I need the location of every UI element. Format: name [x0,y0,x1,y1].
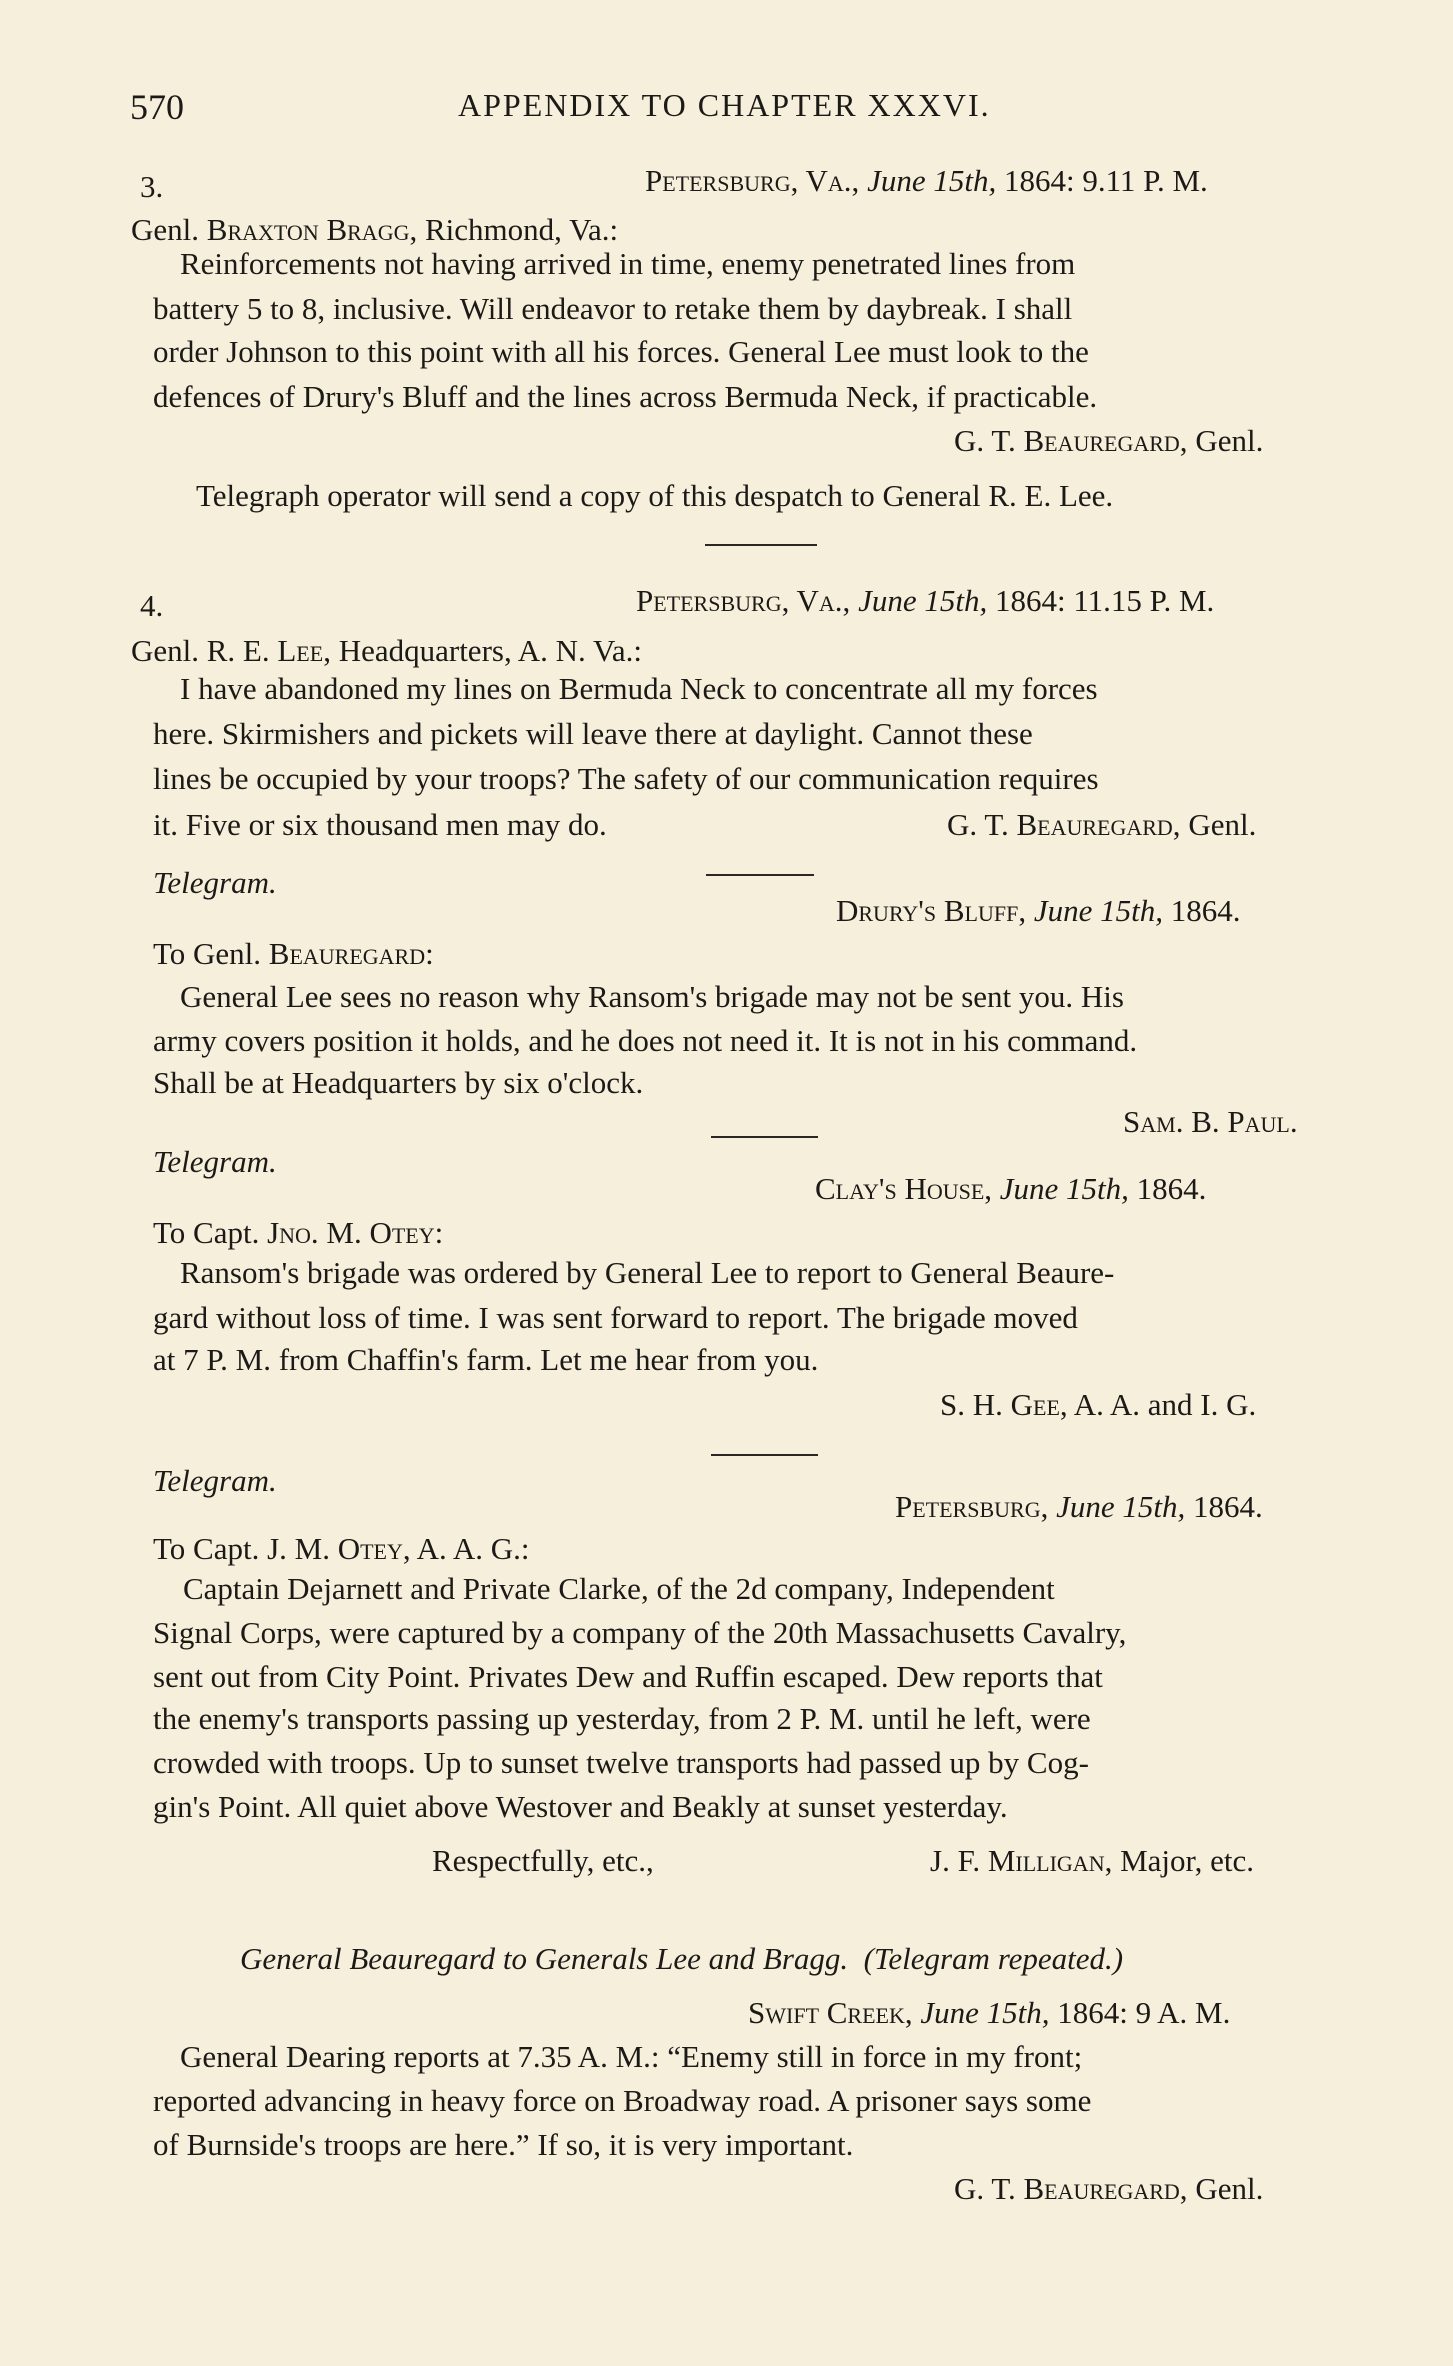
body-line: Captain Dejarnett and Private Clarke, of the 2d company, Independent [183,1571,1055,1606]
year: 1864. [1192,1489,1263,1524]
addressee-name: Jno. M. Otey: [267,1215,444,1250]
body-line: order Johnson to this point with all his forces. General Lee must look to the [153,334,1089,369]
date: June 15th, [858,583,988,618]
body-line: army covers position it holds, and he does not need it. It is not in his command. [153,1023,1138,1058]
signature [954,2170,1263,2208]
year-time: 1864: 9 A. M. [1057,1995,1231,2030]
addressee-prefix: Genl. [131,212,200,247]
dispatch-dateline [645,162,1208,200]
page-number: 570 [130,87,184,127]
signature [940,1386,1256,1424]
signature-name: Milligan, [987,1843,1113,1878]
signature-rank: Genl. [1188,807,1257,842]
section-heading-text: General Beauregard to Generals Lee and Bragg. [240,1941,849,1976]
body-line: Reinforcements not having arrived in time, enemy penetrated lines from [180,246,1076,281]
body-line: I have abandoned my lines on Bermuda Neck to concentrate all my forces [180,671,1098,706]
addressee [153,1530,529,1568]
addressee-prefix: To Genl. [153,936,262,971]
postscript: Telegraph operator will send a copy of this despatch to General R. E. Lee. [196,478,1114,513]
addressee [131,211,618,249]
telegram-label-text: Telegram. [153,1463,277,1498]
body-line: General Lee sees no reason why Ransom's brigade may not be sent you. His [180,979,1124,1014]
signature-rank: Major, etc. [1120,1843,1254,1878]
signature-rank: A. A. and I. G. [1073,1387,1257,1422]
signature-name: Beauregard, [1023,2171,1188,2206]
year: 1864. [1136,1171,1207,1206]
section-heading [240,1940,1123,1978]
signature-initials: G. T. [954,423,1016,458]
body-line: General Dearing reports at 7.35 A. M.: “Enemy still in force in my front; [180,2039,1083,2074]
place: Petersburg, [895,1489,1049,1524]
signature: Sam. B. Paul. [1123,1104,1298,1139]
addressee-place: A. A. G.: [416,1531,530,1566]
addressee-prefix: Genl. R. E. [131,633,270,668]
addressee-name: Lee, [277,633,331,668]
place: Petersburg, Va., [636,583,851,618]
telegram-label [153,1462,277,1500]
body-line: crowded with troops. Up to sunset twelve transports had passed up by Cog- [153,1745,1089,1780]
addressee-name: Braxton Bragg, [206,212,418,247]
date: June 15th, [999,1171,1129,1206]
place: Swift Creek, [748,1995,913,2030]
addressee [131,632,642,670]
body-line: gard without loss of time. I was sent forward to report. The brigade moved [153,1300,1078,1335]
signature-rank: Genl. [1195,423,1264,458]
dispatch-number: 4. [140,588,164,623]
addressee-prefix: To Capt. J. M. [153,1531,330,1566]
year: 1864. [1170,893,1241,928]
dispatch-number: 3. [140,169,164,204]
body-line: gin's Point. All quiet above Westover and Beakly at sunset yesterday. [153,1789,1008,1824]
place: Clay's House, [815,1171,993,1206]
signature-initials: J. F. [930,1843,981,1878]
body-line: here. Skirmishers and pickets will leave there at daylight. Cannot these [153,716,1033,751]
telegram-dateline [836,892,1240,930]
addressee-place: Headquarters, A. N. Va.: [338,633,643,668]
telegram-label [153,1143,277,1181]
body-line: reported advancing in heavy force on Broadway road. A prisoner says some [153,2083,1092,2118]
date: June 15th, [920,1995,1050,2030]
telegram-label [153,864,277,902]
telegram-dateline [815,1170,1206,1208]
signature [954,422,1263,460]
addressee [153,935,434,973]
closing: Respectfully, etc., [432,1843,654,1878]
body-line: it. Five or six thousand men may do. [153,807,607,842]
year-time: 1864: 11.15 P. M. [994,583,1215,618]
body-line: the enemy's transports passing up yesterday, from 2 P. M. until he left, were [153,1701,1091,1736]
body-line: at 7 P. M. from Chaffin's farm. Let me hear from you. [153,1342,819,1377]
body-line: Signal Corps, were captured by a company of the 20th Massachusetts Cavalry, [153,1615,1127,1650]
signature [930,1842,1254,1880]
dispatch-dateline [748,1994,1230,2032]
addressee-place: Richmond, Va.: [424,212,619,247]
date: June 15th, [1056,1489,1186,1524]
body-line: Ransom's brigade was ordered by General Lee to report to General Beaure- [180,1255,1115,1290]
body-line: sent out from City Point. Privates Dew and Ruffin escaped. Dew reports that [153,1659,1103,1694]
signature-name: Gee, [1010,1387,1068,1422]
body-line: of Burnside's troops are here.” If so, it is very important. [153,2127,854,2162]
signature [947,806,1256,844]
addressee-name: Otey, [337,1531,411,1566]
body-line: lines be occupied by your troops? The safety of our communication requires [153,761,1099,796]
addressee [153,1214,443,1252]
section-divider [711,1136,818,1138]
signature-initials: G. T. [947,807,1009,842]
body-line: Shall be at Headquarters by six o'clock. [153,1065,644,1100]
signature-rank: Genl. [1195,2171,1264,2206]
place: Drury's Bluff, [836,893,1027,928]
addressee-prefix: To Capt. [153,1215,260,1250]
section-heading-note: (Telegram repeated.) [863,1941,1124,1976]
signature-initials: G. T. [954,2171,1016,2206]
date: June 15th, [867,163,997,198]
telegram-label-text: Telegram. [153,1144,277,1179]
running-head: APPENDIX TO CHAPTER XXXVI. [458,87,991,123]
section-divider [706,874,814,876]
signature-name: Beauregard, [1023,423,1188,458]
year-time: 1864: 9.11 P. M. [1003,163,1208,198]
body-line: defences of Drury's Bluff and the lines across Bermuda Neck, if practicable. [153,379,1098,414]
telegram-label-text: Telegram. [153,865,277,900]
section-divider [711,1454,818,1456]
section-divider [705,544,817,546]
telegram-dateline [895,1488,1263,1526]
place: Petersburg, Va., [645,163,860,198]
date: June 15th, [1033,893,1163,928]
addressee-name: Beauregard: [268,936,434,971]
signature-initials: S. H. [940,1387,1003,1422]
dispatch-dateline [636,582,1214,620]
body-line: battery 5 to 8, inclusive. Will endeavor to retake them by daybreak. I shall [153,291,1073,326]
signature-name: Beauregard, [1016,807,1181,842]
